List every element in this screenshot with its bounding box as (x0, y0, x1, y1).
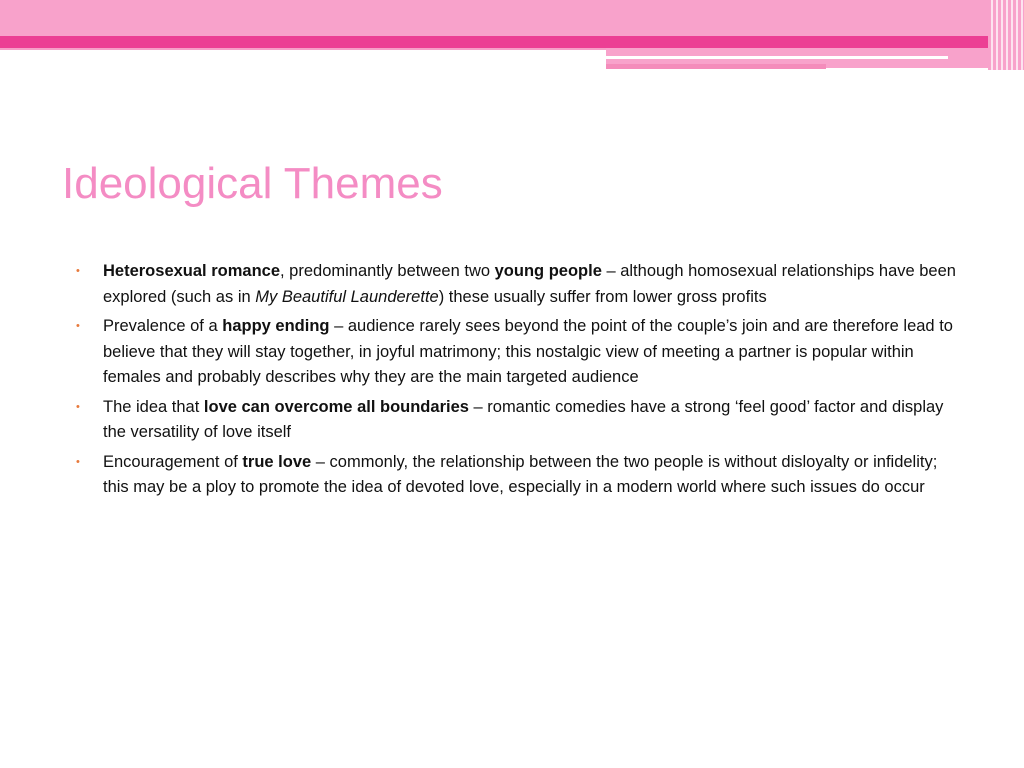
bullet-item-happy-ending (76, 314, 956, 391)
header-block-right-lower (606, 64, 826, 69)
bullet-text-bold: true love (242, 452, 312, 471)
bullet-text-italic-film-title: My Beautiful Launderette (255, 287, 439, 306)
header-band-dark (0, 36, 1024, 48)
header-band-thin (0, 48, 606, 50)
header-vertical-stripes (988, 0, 1024, 70)
bullet-item-heterosexual-romance (76, 259, 956, 310)
bullet-text-bold: happy ending (222, 317, 330, 335)
bullet-item-love-overcomes-boundaries (76, 395, 956, 446)
bullet-text: , predominantly between two (280, 262, 495, 280)
bullet-text-bold: Heterosexual romance (103, 262, 280, 280)
bullet-dot-icon: • (76, 455, 80, 468)
header-band-light (0, 0, 1024, 36)
bullet-dot-icon: • (76, 265, 80, 277)
bullet-text: – commonly, the relationship between the two people is without disloyalty or infidelity; this may be a ploy to promote the idea of devoted love, especially in a modern world where such issues do occur (103, 452, 938, 496)
bullet-text: Encouragement of (103, 452, 243, 471)
bullet-text: Prevalence of a (103, 317, 223, 335)
bullet-item-true-love (76, 450, 956, 501)
header-block-right-line (606, 56, 948, 59)
bullet-text-bold: young people (494, 262, 602, 280)
bullet-text-bold: love can overcome all boundaries (203, 397, 469, 416)
bullet-dot-icon: • (76, 320, 80, 332)
bullet-dot-icon: • (76, 400, 80, 413)
bullet-text: – although homosexual relationships have been explored (such as in (103, 262, 956, 306)
slide-title: Ideological Themes (62, 159, 443, 208)
bullet-text: The idea that (103, 397, 204, 416)
bullet-text: – audience rarely sees beyond the point of the couple’s join and are therefore lead to believe that they will stay together, in joyful matrimony; this nostalgic view of meeting a partner is popular within females and probably describes why they are the main targeted audience (103, 317, 953, 386)
bullet-text: ) these usually suffer from lower gross profits (438, 287, 767, 306)
bullet-list (76, 259, 956, 505)
bullet-text: – romantic comedies have a strong ‘feel good’ factor and display the versatility of love itself (103, 397, 944, 441)
